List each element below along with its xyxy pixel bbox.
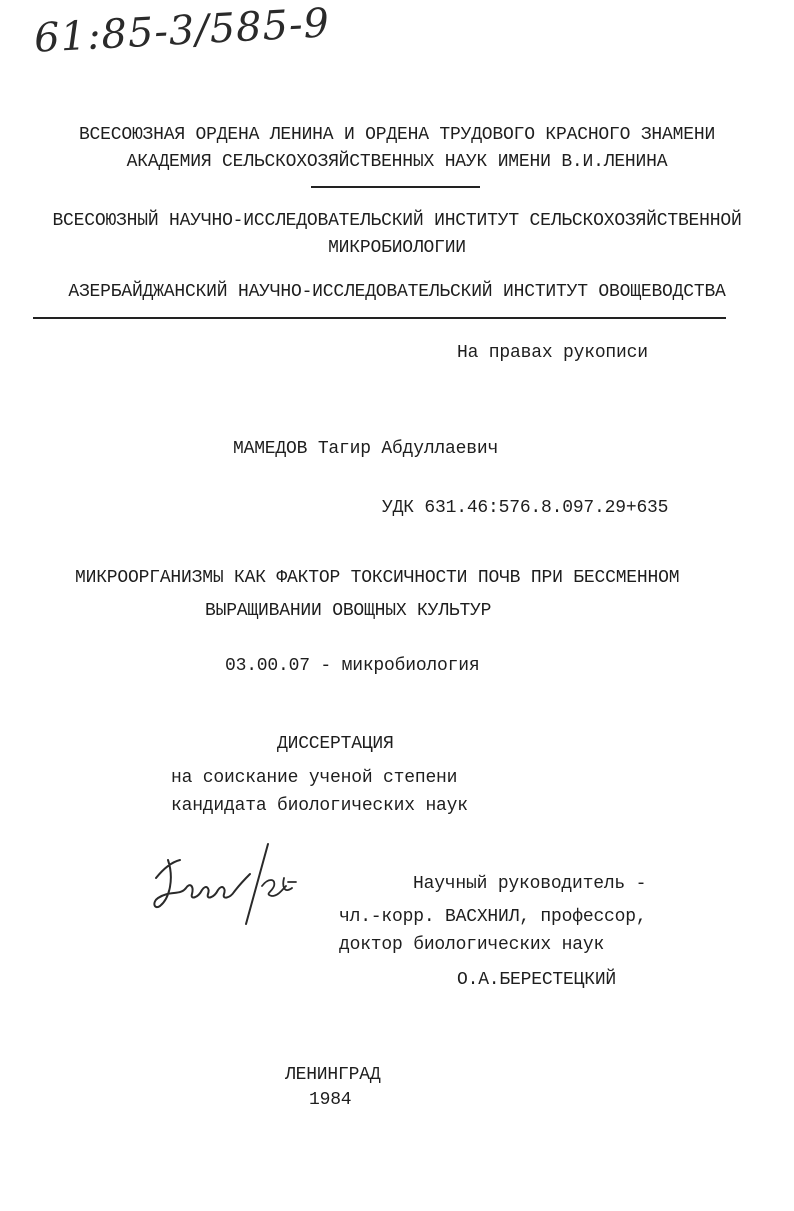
academy-line-1: ВСЕСОЮЗНАЯ ОРДЕНА ЛЕНИНА И ОРДЕНА ТРУДОВОГО КРАСНОГО ЗНАМЕНИ [78,125,716,145]
supervisor-degree: доктор биологических наук [339,935,605,955]
manuscript-rights: На правах рукописи [457,343,648,363]
supervisor-name: О.А.БЕРЕСТЕЦКИЙ [457,970,617,990]
dissertation-line-1: на соискание ученой степени [171,768,458,788]
institute-1-line-1: ВСЕСОЮЗНЫЙ НАУЧНО-ИССЛЕДОВАТЕЛЬСКИЙ ИНСТИТУТ СЕЛЬСКОХОЗЯЙСТВЕННОЙ [52,211,742,231]
title-line-2: ВЫРАЩИВАНИИ ОВОЩНЫХ КУЛЬТУР [205,601,492,621]
author-name: МАМЕДОВ Тагир Абдуллаевич [233,439,499,459]
dissertation-heading: ДИССЕРТАЦИЯ [277,734,394,754]
year: 1984 [309,1090,352,1110]
udk-code: УДК 631.46:576.8.097.29+635 [382,498,669,518]
academy-line-2: АКАДЕМИЯ СЕЛЬСКОХОЗЯЙСТВЕННЫХ НАУК ИМЕНИ В.И.ЛЕНИНА [126,152,668,172]
short-divider [311,186,480,188]
institute-1-line-2: МИКРОБИОЛОГИИ [328,238,466,258]
city: ЛЕНИНГРАД [285,1065,381,1085]
title-line-1: МИКРООРГАНИЗМЫ КАК ФАКТОР ТОКСИЧНОСТИ ПОЧВ ПРИ БЕССМЕННОМ [75,568,680,588]
supervisor-rank: чл.-корр. ВАСХНИЛ, профессор, [339,907,647,927]
signature [150,838,310,930]
long-divider [33,317,726,319]
dissertation-line-2: кандидата биологических наук [171,796,468,816]
specialty: 03.00.07 - микробиология [225,656,480,676]
institute-2: АЗЕРБАЙДЖАНСКИЙ НАУЧНО-ИССЛЕДОВАТЕЛЬСКИЙ ИНСТИТУТ ОВОЩЕВОДСТВА [68,282,726,302]
supervisor-label: Научный руководитель - [413,874,647,894]
archive-mark: 61:85-3/585-9 [32,0,332,62]
